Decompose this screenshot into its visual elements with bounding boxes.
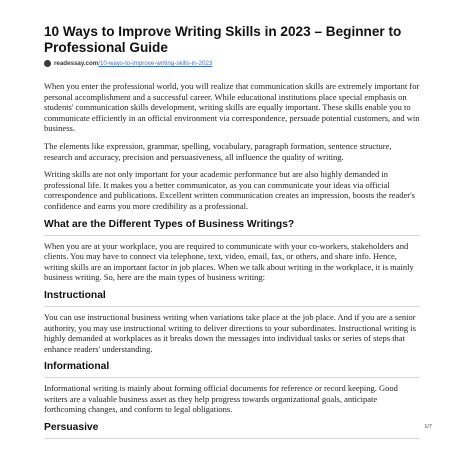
section-heading-informational: Informational: [44, 361, 110, 373]
source-site: readessay.com: [54, 60, 99, 67]
instructional-paragraph: You can use instructional business writing when variations take place at the job place. And if you are a senior authority, you may use instructional writing to deliver directions to your subordinates. Instructional writing is highly demanded at workplaces as it breaks down the messages into individual tasks or series of steps that enhance readers' understanding.: [44, 311, 416, 354]
section-divider: [44, 438, 420, 439]
section-divider: [44, 306, 420, 307]
section-divider: [44, 377, 420, 378]
informational-paragraph: Informational writing is mainly about forming official documents for reference or record keeping. Good writers are a valuable business asset as they help progress towards organizational goals, anticipate forthcoming changes, and conform to legal obligations.: [44, 383, 398, 415]
section-heading-instructional: Instructional: [44, 289, 106, 301]
site-logo-icon: [44, 60, 51, 67]
section-heading-persuasive: Persuasive: [44, 422, 99, 434]
section-heading-business-writing: What are the Different Types of Business Writings?: [44, 218, 295, 230]
intro-paragraph-2: The elements like expression, grammar, spelling, vocabulary, paragraph formation, sentence structure, research and accuracy, precision and persuasiveness, all influence the quality of writing.: [44, 140, 392, 162]
article-source: [44, 60, 420, 67]
business-writing-paragraph: When you are at your workplace, you are required to communicate with your co-workers, stakeholders and clients. You may have to connect via telephone, text, video, email, fax, or others, and share info. Hence, writing skills are an important factor in job places. When we talk about writing in the workplace, it is mainly business writing. So, here are the main types of business writing:: [44, 240, 414, 283]
intro-paragraph-3: Writing skills are not only important for your academic performance but are also highly demanded in professional life. It makes you a better communicator, as you can communicate your ideas via official correspondence and publications. Excellent written communication creates an impression, boosts the reader's confidence and earns you more credibility as a professional.: [44, 169, 415, 211]
page-number: 1/7: [424, 424, 432, 430]
article-title: 10 Ways to Improve Writing Skills in 2023 – Beginner to Professional Guide: [44, 24, 402, 55]
intro-paragraph-1: When you enter the professional world, you will realize that communication skills are extremely important for personal accomplishment and a successful career. While educational institutions place special emphasis on students' communication skills development, writing skills are equally important. These skills enable you to communicate efficiently in an official environment via correspondence, persuade potential customers, and win business.: [44, 81, 420, 134]
section-divider: [44, 235, 420, 236]
source-link[interactable]: /10-ways-to-improve-writing-skills-in-2023: [98, 60, 213, 67]
